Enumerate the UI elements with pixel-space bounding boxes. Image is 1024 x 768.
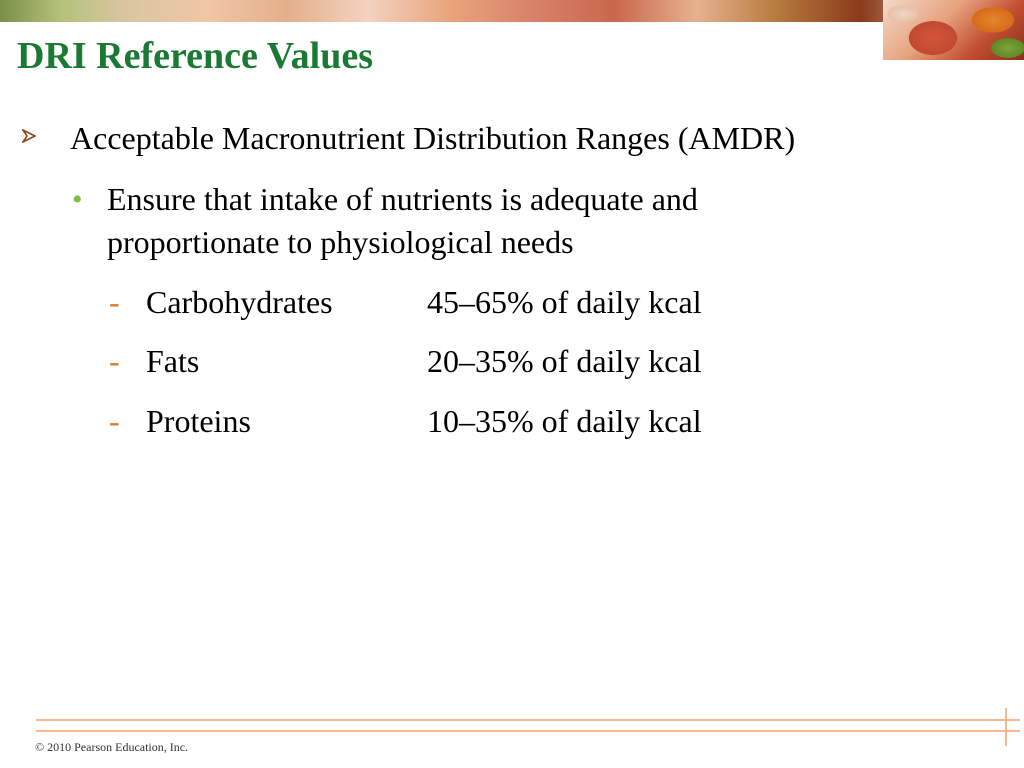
list-item-carbohydrates <box>109 284 809 324</box>
round-bullet-icon: • <box>72 183 83 216</box>
list-item-fats <box>109 343 809 383</box>
header-photo-strip <box>0 0 1024 22</box>
nutrient-range: 45–65% of daily kcal <box>427 284 702 320</box>
nutrient-name: Carbohydrates <box>146 284 333 320</box>
arrowhead-bullet-icon <box>22 129 36 143</box>
nutrient-name: Proteins <box>146 403 251 439</box>
slide-title: DRI Reference Values <box>17 35 374 77</box>
dash-bullet: - <box>109 403 120 439</box>
dash-bullet: - <box>109 284 120 320</box>
bullet-text: Acceptable Macronutrient Distribution Ranges (AMDR) <box>70 120 796 156</box>
nutrient-range: 10–35% of daily kcal <box>427 403 702 439</box>
sub-bullet-text: Ensure that intake of nutrients is adequate and proportionate to physiological needs <box>107 181 698 260</box>
nutrient-name: Fats <box>146 343 200 379</box>
nutrient-range: 20–35% of daily kcal <box>427 343 702 379</box>
corner-photo <box>883 0 1024 60</box>
copyright-footer: © 2010 Pearson Education, Inc. <box>35 740 189 754</box>
list-item-proteins <box>109 403 809 443</box>
dash-bullet: - <box>109 343 120 379</box>
